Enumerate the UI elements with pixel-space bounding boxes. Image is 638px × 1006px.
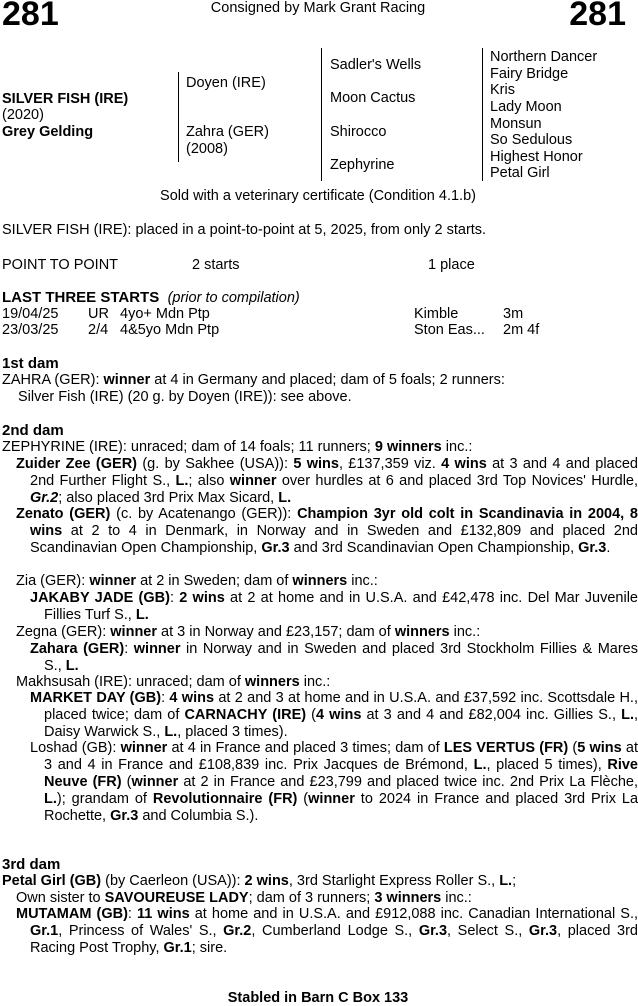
pedigree-gen4-4: Lady Moon	[490, 99, 562, 115]
market-day-entry: MARKET DAY (GB): 4 wins at 2 and 3 at home and in U.S.A. and £37,592 inc. Scottsdale H., placed twice; dam of CARNACHY (IRE) (4 wins at 3 and 4 and £82,004 inc. Gillies S., L., Daisy Warwick S., L., placed 3 times).	[30, 690, 638, 740]
pedigree-sire: Doyen (IRE)	[186, 75, 266, 91]
ptp-places: 1 place	[428, 257, 475, 273]
pedigree-line-3	[482, 48, 483, 181]
first-dam-heading: 1st dam	[2, 355, 59, 372]
pedigree-gen3-2: Moon Cactus	[330, 90, 416, 106]
pedigree-gen3-4: Zephyrine	[330, 157, 395, 173]
start-row-2-date: 23/03/25	[2, 322, 59, 338]
consignor: Consigned by Mark Grant Racing	[210, 0, 426, 16]
zenato-entry: Zenato (GER) (c. by Acatenango (GER)): Champion 3yr old colt in Scandinavia in 2004, 8 wins at 2 to 4 in Denmark, in Norway and in Sweden and £132,809 and placed 2nd Scandinavian Open Championship, Gr.3 and 3rd Scandinavian Open Championship, Gr.3.	[16, 506, 638, 556]
ptp-label: POINT TO POINT	[2, 257, 119, 273]
start-row-2-dist: 2m 4f	[503, 322, 540, 338]
third-dam-heading: 3rd dam	[2, 856, 61, 873]
second-dam-intro: ZEPHYRINE (IRE): unraced; dam of 14 foals; 11 runners; 9 winners inc.:	[2, 439, 473, 455]
pedigree-gen4-1: Northern Dancer	[490, 49, 598, 65]
horse-description: Grey Gelding	[2, 124, 94, 140]
last-starts-header	[2, 289, 300, 306]
start-row-1-pos: UR	[88, 306, 109, 322]
petal-girl-entry: Petal Girl (GB) (by Caerleon (USA)): 2 wins, 3rd Starlight Express Roller S., L.;	[2, 873, 517, 889]
zegna-entry: Zegna (GER): winner at 3 in Norway and £23,157; dam of winners inc.:	[16, 624, 481, 640]
makhsusah-entry: Makhsusah (IRE): unraced; dam of winners inc.:	[16, 674, 331, 690]
summary: SILVER FISH (IRE): placed in a point-to-point at 5, 2025, from only 2 starts.	[2, 222, 487, 238]
vet-note: Sold with a veterinary certificate (Condition 4.1.b)	[160, 188, 476, 204]
own-sister-entry: Own sister to SAVOUREUSE LADY; dam of 3 runners; 3 winners inc.:	[16, 890, 472, 906]
jakaby-jade-entry: JAKABY JADE (GB): 2 wins at 2 at home and in U.S.A. and £42,478 inc. Del Mar Juvenile Fillies Turf S., L.	[30, 590, 638, 623]
start-row-1-course: Kimble	[414, 306, 459, 322]
pedigree-gen4-2: Fairy Bridge	[490, 66, 569, 82]
horse-year: (2020)	[2, 107, 44, 123]
first-dam-produce: Silver Fish (IRE) (20 g. by Doyen (IRE)): see above.	[18, 389, 352, 405]
pedigree-gen4-5: Monsun	[490, 116, 542, 132]
stabling-info: Stabled in Barn C Box 133	[227, 990, 409, 1006]
start-row-1-dist: 3m	[503, 306, 524, 322]
pedigree-line-2	[321, 48, 322, 181]
horse-name: SILVER FISH (IRE)	[2, 91, 129, 107]
start-row-1-race: 4yo+ Mdn Ptp	[120, 306, 210, 322]
pedigree-gen3-1: Sadler's Wells	[330, 57, 422, 73]
start-row-2-pos: 2/4	[88, 322, 109, 338]
zuider-zee-entry: Zuider Zee (GER) (g. by Sakhee (USA)): 5 wins, £137,359 viz. 4 wins at 3 and 4 and placed 2nd Further Flight S., L.; also winner over hurdles at 6 and placed 3rd Top Novices' Hurdle, Gr.2; also placed 3rd Prix Max Sicard, L.	[16, 456, 638, 506]
zahara-entry: Zahara (GER): winner in Norway and in Sweden and placed 3rd Stockholm Fillies & Mares S., L.	[30, 641, 638, 674]
ptp-starts: 2 starts	[192, 257, 240, 273]
mutamam-entry: MUTAMAM (GB): 11 wins at home and in U.S.A. and £912,088 inc. Canadian International S., Gr.1, Princess of Wales' S., Gr.2, Cumberland Lodge S., Gr.3, Select S., Gr.3, placed 3rd Racing Post Trophy, Gr.1; sire.	[16, 906, 638, 956]
lot-number-right: 281	[569, 0, 626, 33]
pedigree-dam: Zahra (GER)	[186, 124, 269, 140]
last-starts-heading: LAST THREE STARTS	[2, 289, 160, 306]
pedigree-gen3-3: Shirocco	[330, 124, 387, 140]
zia-entry: Zia (GER): winner at 2 in Sweden; dam of winners inc.:	[16, 573, 378, 589]
lot-number-left: 281	[2, 0, 59, 33]
loshad-entry: Loshad (GB): winner at 4 in France and placed 3 times; dam of LES VERTUS (FR) (5 wins at 3 and 4 in France and £108,839 inc. Prix Jacques de Brémond, L., placed 5 times), Rive Neuve (FR) (winner at 2 in France and £23,799 and placed twice inc. 2nd Prix La Flèche, L.); grandam of Revolutionnaire (FR) (winner to 2024 in France and placed 3rd Prix La Rochette, Gr.3 and Columbia S.).	[30, 740, 638, 824]
pedigree-gen4-8: Petal Girl	[490, 165, 550, 181]
second-dam-heading: 2nd dam	[2, 422, 64, 439]
pedigree-gen4-6: So Sedulous	[490, 132, 573, 148]
pedigree-line-1	[178, 72, 179, 162]
last-starts-note: (prior to compilation)	[167, 290, 300, 306]
pedigree-gen4-3: Kris	[490, 82, 515, 98]
first-dam-text: ZAHRA (GER): winner at 4 in Germany and placed; dam of 5 foals; 2 runners:	[2, 372, 505, 388]
start-row-2-course: Ston Eas...	[414, 322, 485, 338]
start-row-1-date: 19/04/25	[2, 306, 59, 322]
pedigree-gen4-7: Highest Honor	[490, 149, 583, 165]
pedigree-dam-year: (2008)	[186, 141, 228, 157]
start-row-2-race: 4&5yo Mdn Ptp	[120, 322, 220, 338]
